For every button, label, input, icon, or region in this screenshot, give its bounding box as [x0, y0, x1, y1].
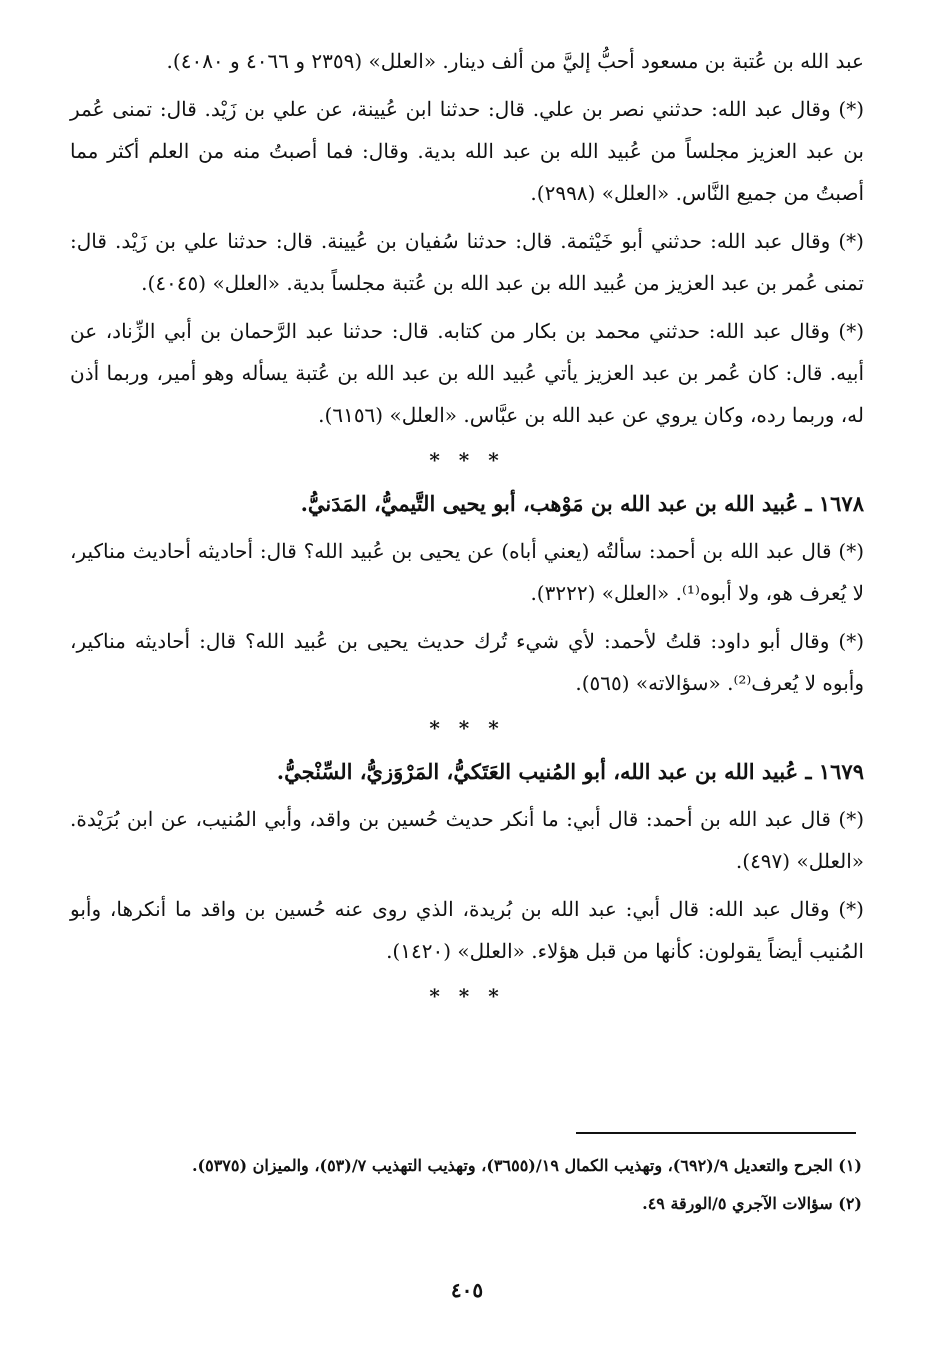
paragraph-narration: (*) وقال عبد الله: حدثني محمد بن بكار من كتابه. قال: حدثنا عبد الرَّحمان بن أبي الزِّناد، عن أبيه. قال: كان عُمر بن عبد العزيز يأتي عُبيد الله بن عبد الله بن عُتبة يسأله وهو أمير، وربما أذن له، وربما رده، وكان يروي عن عبد الله بن عبَّاس. «العلل» (٦١٥٦).	[70, 319, 864, 427]
footnote-1: (١) الجرح والتعديل ٩/(٦٩٢)، وتهذيب الكمال ١٩/(٣٦٥٥)، وتهذيب التهذيب ٧/(٥٣)، والميزان (٥٣٧٥).	[191, 1156, 862, 1175]
entry-heading-1678: ١٦٧٨ ـ عُبيد الله بن عبد الله بن مَوْهب، أبو يحيى التَّيميُّ، المَدَنيُّ.	[300, 491, 864, 516]
section-separator: * * *	[429, 984, 505, 1008]
footnotes	[70, 1150, 862, 1226]
footnote-divider	[576, 1132, 856, 1134]
paragraph-narration: (*) وقال عبد الله: حدثني أبو خَيْثمة. قال: حدثنا سُفيان بن عُيينة. قال: حدثنا علي بن زَيْد. قال: تمنى عُمر بن عبد العزيز من عُبيد الله بن عبد الله بن عُتبة مجلساً بدية. «العلل» (٤٠٤٥).	[70, 229, 864, 295]
paragraph-narration: (*) وقال أبو داود: قلتُ لأحمد: لأي شيء تُرك حديث يحيى بن عُبيد الله؟ قال: أحاديثه مناكير، وأبوه لا يُعرف⁽²⁾. «سؤالاته» (٥٦٥).	[70, 629, 864, 695]
paragraph-narration: (*) قال عبد الله بن أحمد: قال أبي: ما أنكر حديث حُسين بن واقد، وأبي المُنيب، عن ابن بُرَيْدة. «العلل» (٤٩٧).	[70, 807, 864, 873]
section-separator: * * *	[429, 448, 505, 472]
paragraph-narration: (*) وقال عبد الله: قال أبي: عبد الله بن بُريدة، الذي روى عنه حُسين بن واقد ما أنكرها، وأبو المُنيب أيضاً يقولون: كأنها من قبل هؤلاء. «العلل» (١٤٢٠).	[70, 897, 864, 963]
footnote-2: (٢) سؤالات الآجري ٥/الورقة ٤٩.	[642, 1194, 862, 1213]
paragraph-narration: (*) قال عبد الله بن أحمد: سألتُه (يعني أباه) عن يحيى بن عُبيد الله؟ قال: أحاديثه أحاديث مناكير، لا يُعرف هو، ولا أبوه⁽¹⁾. «العلل» (٣٢٢٢).	[70, 539, 864, 605]
page-body	[70, 40, 864, 1018]
entry-heading-1679: ١٦٧٩ ـ عُبيد الله بن عبد الله، أبو المُنيب العَتَكيُّ، المَرْوَزيُّ، السِّنْجيُّ.	[276, 759, 864, 784]
page-number: ٤٠٥	[450, 1278, 484, 1302]
paragraph-narration: (*) وقال عبد الله: حدثني نصر بن علي. قال: حدثنا ابن عُيينة، عن علي بن زَيْد. قال: تمنى عُمر بن عبد العزيز مجلساً من عُبيد الله بن عبد الله بدية. وقال: فما أصبتُ منه من العلم أكثر مما أصبتُ من جميع النَّاس. «العلل» (٢٩٩٨).	[70, 97, 864, 205]
paragraph-continuation: عبد الله بن عُتبة بن مسعود أحبُّ إليَّ من ألف دينار. «العلل» (٢٣٥٩ و ٤٠٦٦ و ٤٠٨٠).	[166, 49, 864, 73]
section-separator: * * *	[429, 716, 505, 740]
